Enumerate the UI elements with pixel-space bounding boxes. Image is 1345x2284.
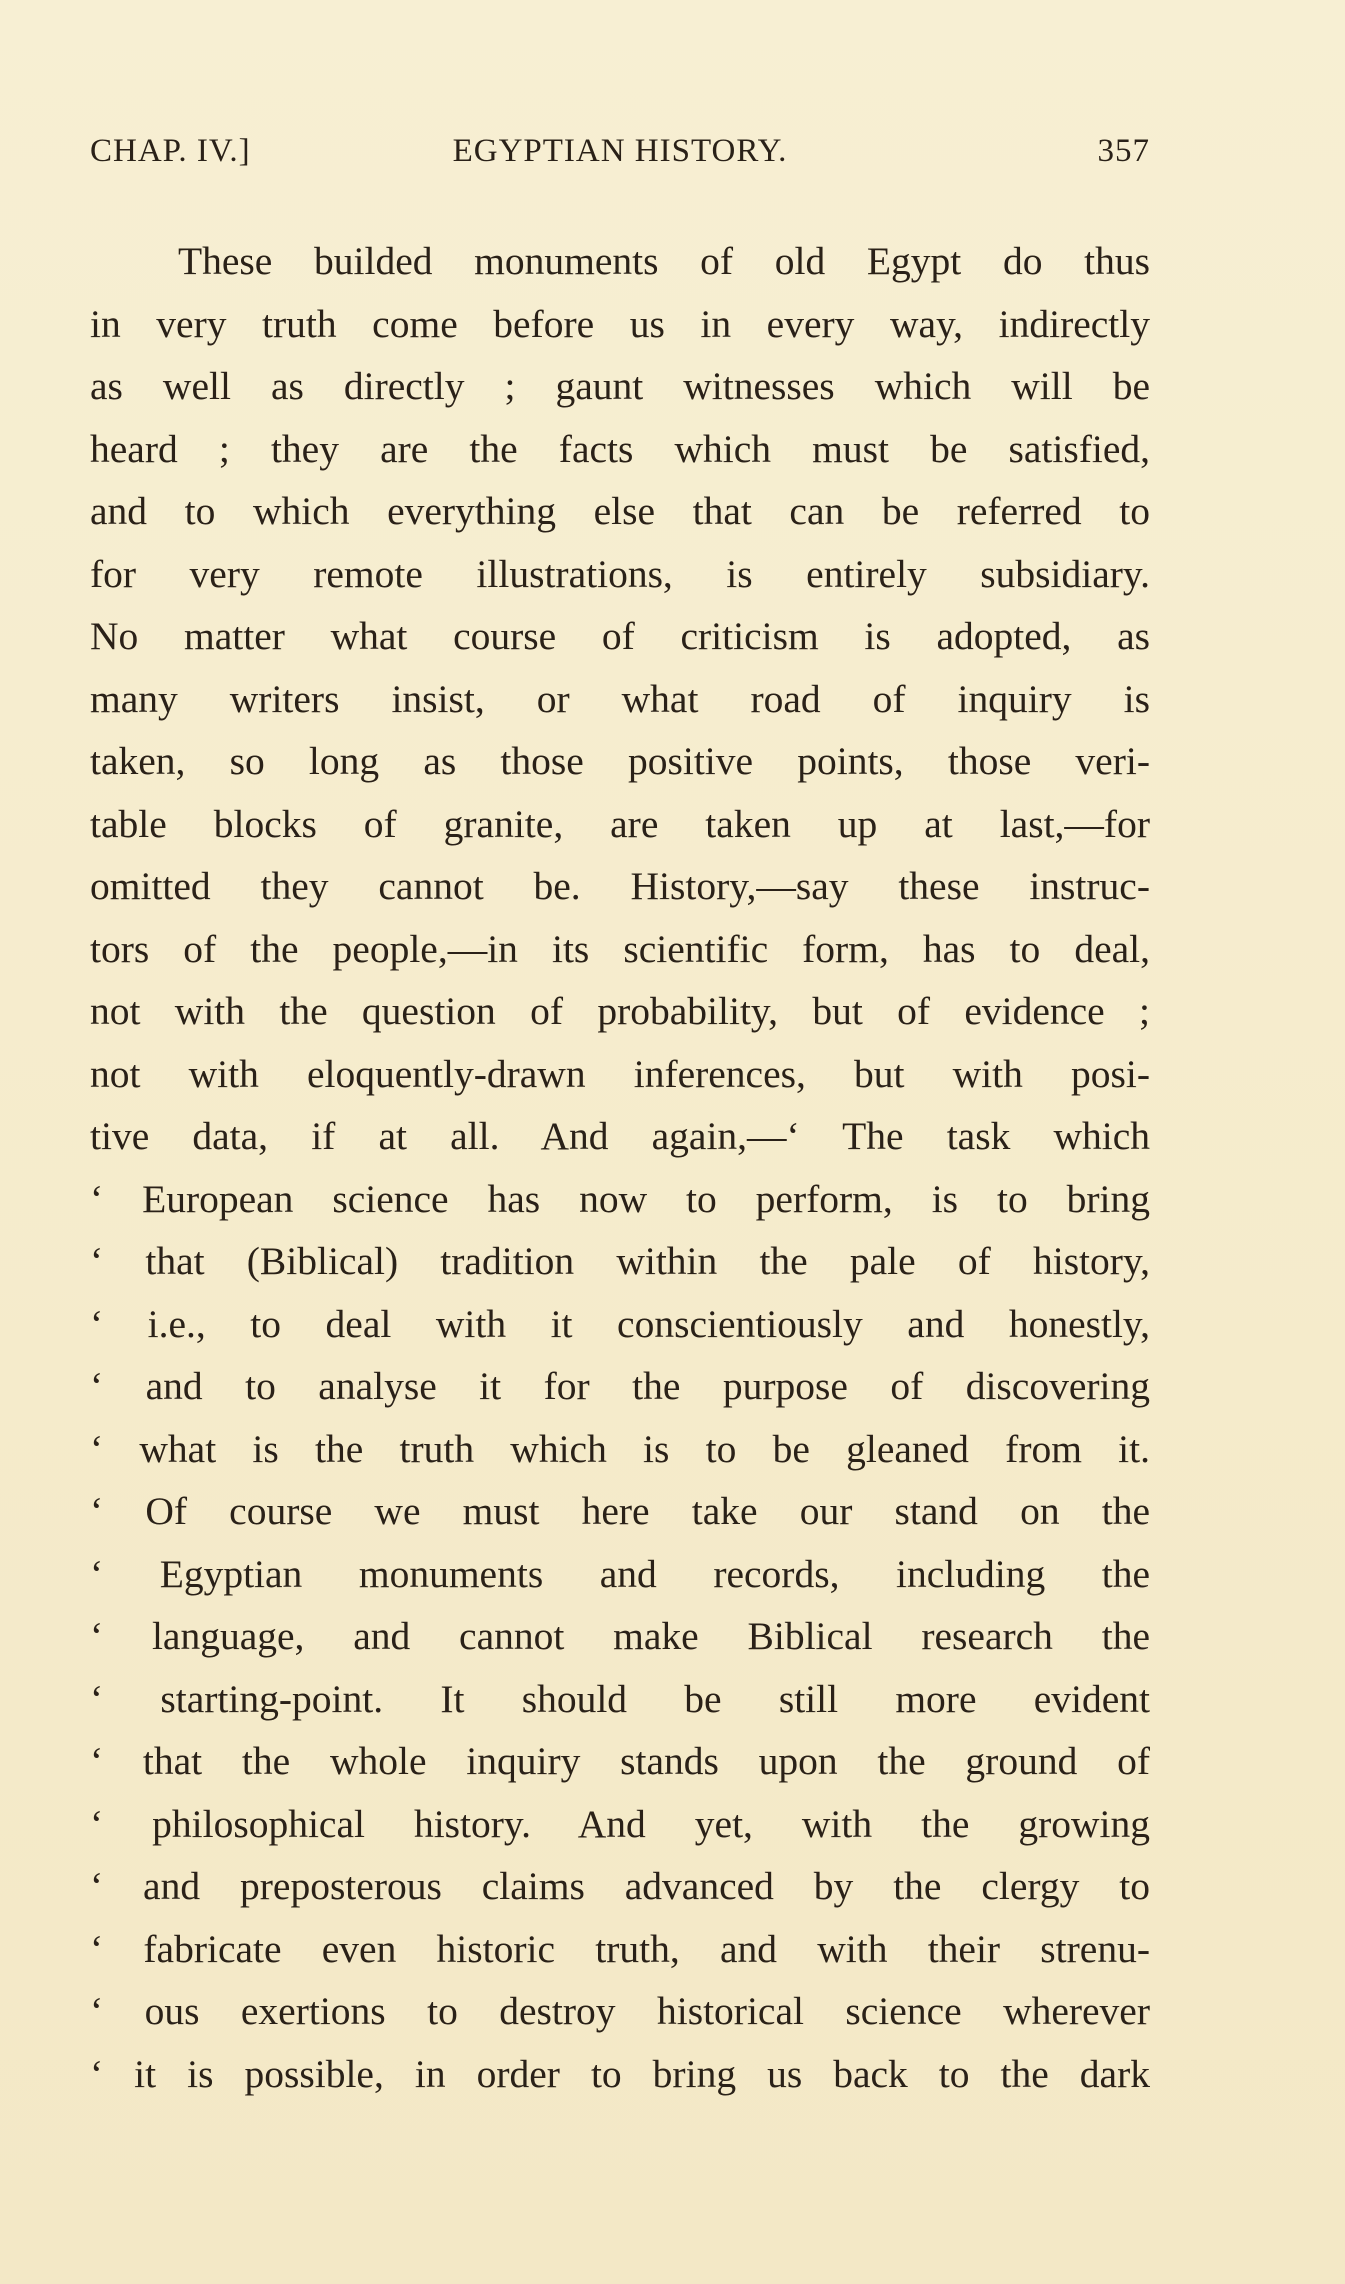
text-line: ‘ fabricate even historic truth, and with their strenu- [90, 1926, 1150, 1971]
text-line: ‘ European science has now to perform, is to bring [90, 1176, 1150, 1221]
text-line: ‘ what is the truth which is to be gleaned from it. [90, 1426, 1150, 1471]
text-line: omitted they cannot be. History,—say these instruc- [90, 864, 1150, 908]
text-line: ‘ it is possible, in order to bring us back to the dark [90, 2051, 1150, 2096]
text-line: ‘ that (Biblical) tradition within the pale of history, [90, 1239, 1150, 1283]
text-line: ‘ Of course we must here take our stand on the [90, 1489, 1150, 1533]
text-line: and to which everything else that can be referred to [90, 489, 1150, 533]
text-line: not with eloquently-drawn inferences, but with posi- [90, 1051, 1150, 1096]
text-line: in very truth come before us in every way, indirectly [90, 301, 1150, 346]
text-line: taken, so long as those positive points, those veri- [90, 739, 1150, 783]
text-line: not with the question of probability, but of evidence ; [90, 989, 1150, 1033]
text-line: ‘ philosophical history. And yet, with the growing [90, 1801, 1150, 1846]
text-line: These builded monuments of old Egypt do thus [178, 239, 1150, 283]
running-header [90, 133, 1150, 183]
text-line: many writers insist, or what road of inquiry is [90, 676, 1150, 721]
text-line: ‘ and preposterous claims advanced by the clergy to [90, 1864, 1150, 1908]
text-line: No matter what course of criticism is adopted, as [90, 614, 1150, 658]
page-number: 357 [1097, 133, 1150, 169]
text-line: ‘ and to analyse it for the purpose of discovering [90, 1364, 1150, 1408]
chapter-label: CHAP. IV.] [90, 133, 251, 169]
running-title: EGYPTIAN HISTORY. [452, 133, 788, 169]
body-text [90, 230, 1150, 2105]
text-line: ‘ Egyptian monuments and records, including the [90, 1551, 1150, 1596]
text-line: ‘ that the whole inquiry stands upon the ground of [90, 1739, 1150, 1783]
text-line: tors of the people,—in its scientific form, has to deal, [90, 926, 1150, 971]
text-line: heard ; they are the facts which must be satisfied, [90, 426, 1150, 471]
text-line: tive data, if at all. And again,—‘ The task which [90, 1114, 1150, 1158]
text-line: ‘ i.e., to deal with it conscientiously and honestly, [90, 1301, 1150, 1346]
text-line: table blocks of granite, are taken up at last,—for [90, 801, 1150, 846]
text-line: ‘ language, and cannot make Biblical research the [90, 1614, 1150, 1658]
text-line: ‘ starting-point. It should be still more evident [90, 1676, 1150, 1721]
text-line: ‘ ous exertions to destroy historical science wherever [90, 1989, 1150, 2033]
text-line: as well as directly ; gaunt witnesses which will be [90, 364, 1150, 408]
text-line: for very remote illustrations, is entirely subsidiary. [90, 551, 1150, 596]
